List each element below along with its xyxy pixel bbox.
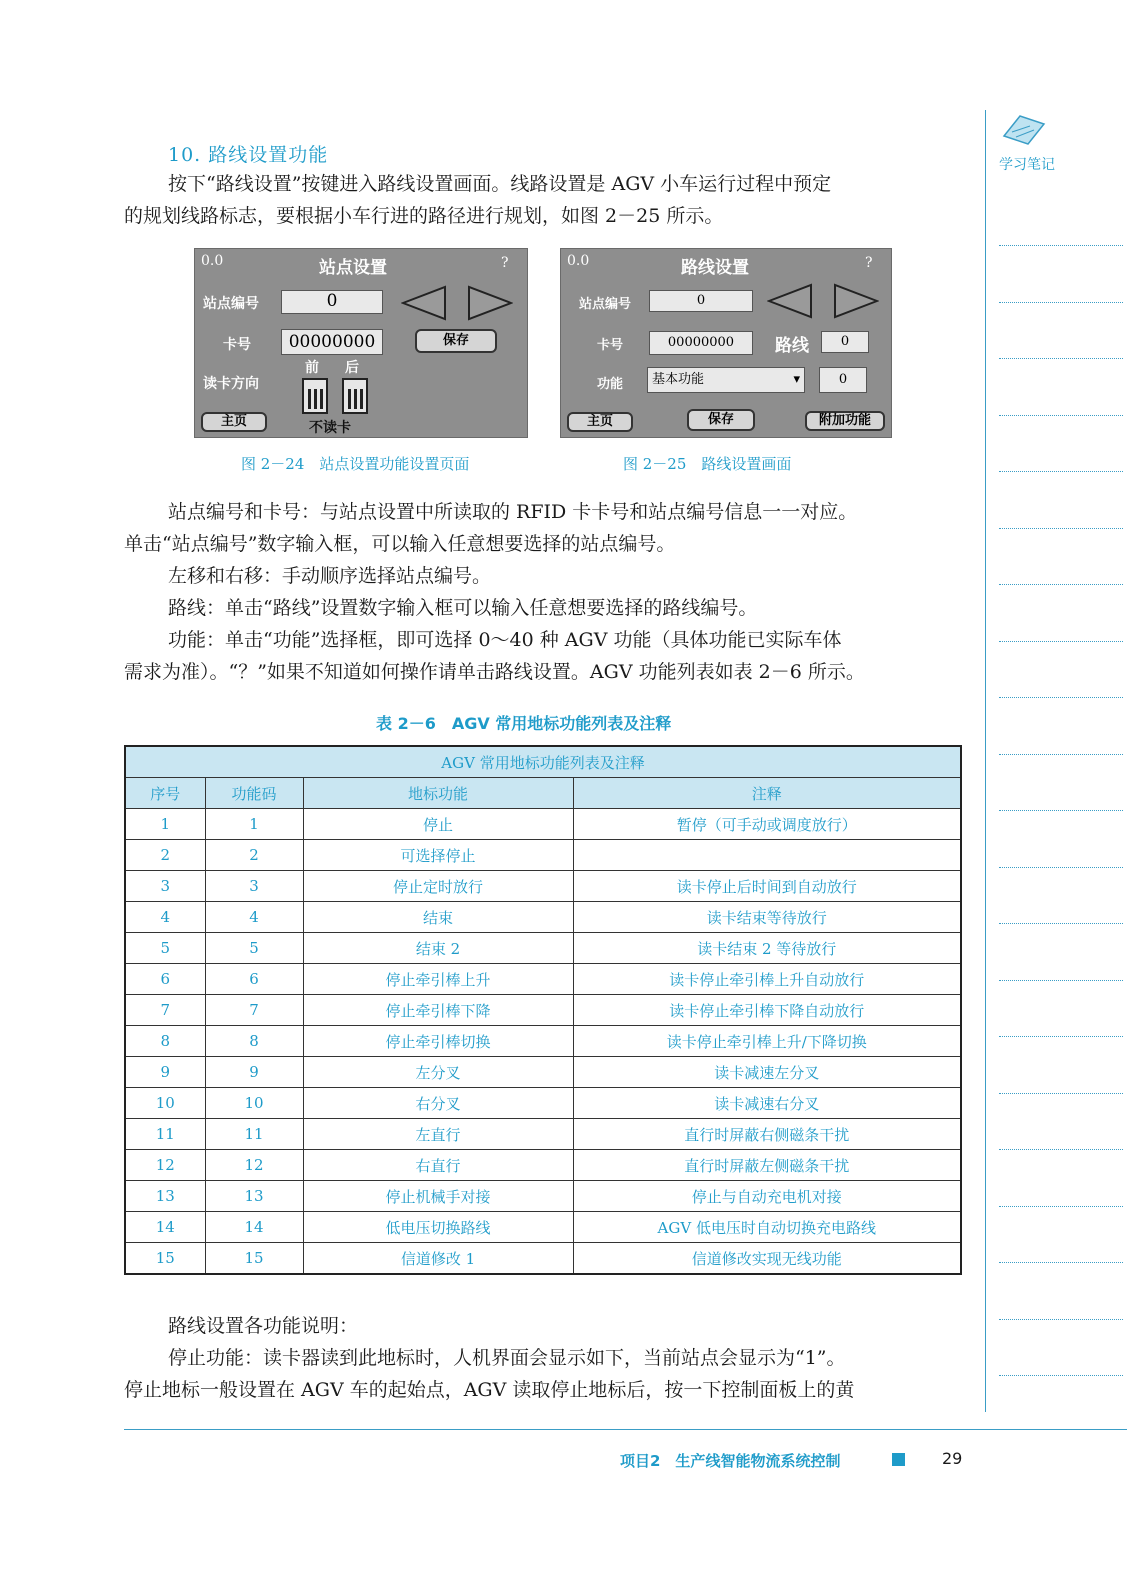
note-line bbox=[999, 1375, 1123, 1376]
table-row bbox=[125, 1026, 961, 1057]
left-right-arrows bbox=[767, 283, 879, 319]
back-label: 后 bbox=[345, 360, 359, 376]
function-label: 功能 bbox=[597, 377, 624, 392]
function-code-input[interactable]: 0 bbox=[819, 367, 867, 393]
table-title: 表 2－6 AGV 常用地标功能列表及注释 bbox=[376, 714, 672, 733]
home-button[interactable]: 主页 bbox=[567, 412, 633, 432]
cell-code: 12 bbox=[205, 1150, 303, 1181]
table-row bbox=[125, 1212, 961, 1243]
note-line bbox=[999, 1149, 1123, 1150]
cell-code: 6 bbox=[205, 964, 303, 995]
function-select[interactable] bbox=[647, 367, 805, 393]
card-label: 卡号 bbox=[597, 338, 624, 353]
note-line bbox=[999, 923, 1123, 924]
cell-function: 结束 2 bbox=[303, 933, 573, 964]
card-input[interactable]: 00000000 bbox=[281, 329, 383, 355]
cell-code: 13 bbox=[205, 1181, 303, 1212]
cell-function: 低电压切换路线 bbox=[303, 1212, 573, 1243]
text-line: 功能：单击“功能”选择框，即可选择 0～40 种 AGV 功能（具体功能已实际车体 bbox=[168, 629, 842, 651]
cell-note: 读卡结束等待放行 bbox=[573, 902, 961, 933]
cell-code: 10 bbox=[205, 1088, 303, 1119]
table-row bbox=[125, 1181, 961, 1212]
note-line bbox=[999, 471, 1123, 472]
cell-code: 7 bbox=[205, 995, 303, 1026]
cell-note: 读卡停止后时间到自动放行 bbox=[573, 871, 961, 902]
table-row bbox=[125, 902, 961, 933]
text-line: 单击“站点编号”数字输入框，可以输入任意想要选择的站点编号。 bbox=[124, 533, 676, 555]
cell-note: 直行时屏蔽右侧磁条干扰 bbox=[573, 1119, 961, 1150]
cell-index: 11 bbox=[125, 1119, 205, 1150]
cell-code: 2 bbox=[205, 840, 303, 871]
note-line bbox=[999, 415, 1123, 416]
cell-index: 9 bbox=[125, 1057, 205, 1088]
text-line: 左移和右移：手动顺序选择站点编号。 bbox=[168, 565, 492, 587]
note-line bbox=[999, 641, 1123, 642]
table-row bbox=[125, 1119, 961, 1150]
text-line: 停止地标一般设置在 AGV 车的起始点，AGV 读取停止地标后，按一下控制面板上的黄 bbox=[124, 1379, 855, 1401]
cell-function: 可选择停止 bbox=[303, 840, 573, 871]
cell-code: 5 bbox=[205, 933, 303, 964]
cell-index: 5 bbox=[125, 933, 205, 964]
note-line bbox=[999, 528, 1123, 529]
screen-title: 站点设置 bbox=[319, 258, 387, 278]
paragraph-route bbox=[124, 592, 964, 624]
notes-sidebar bbox=[985, 110, 1127, 1412]
table-row bbox=[125, 840, 961, 871]
cell-code: 4 bbox=[205, 902, 303, 933]
cell-function: 左分叉 bbox=[303, 1057, 573, 1088]
cell-function: 停止定时放行 bbox=[303, 871, 573, 902]
corner-value: 0.0 bbox=[201, 253, 224, 269]
cell-note: 停止与自动充电机对接 bbox=[573, 1181, 961, 1212]
cell-index: 10 bbox=[125, 1088, 205, 1119]
screen-title: 路线设置 bbox=[681, 258, 749, 278]
cell-code: 3 bbox=[205, 871, 303, 902]
route-label: 路线 bbox=[775, 336, 809, 356]
notebook-icon bbox=[1000, 110, 1048, 146]
figure-2-24-caption: 图 2－24 站点设置功能设置页面 bbox=[241, 455, 470, 473]
cell-function: 左直行 bbox=[303, 1119, 573, 1150]
cell-function: 停止牵引棒下降 bbox=[303, 995, 573, 1026]
cell-function: 停止机械手对接 bbox=[303, 1181, 573, 1212]
table-row bbox=[125, 995, 961, 1026]
agv-function-table bbox=[124, 745, 962, 1275]
paragraph-station-card bbox=[124, 496, 964, 560]
cell-function: 右直行 bbox=[303, 1150, 573, 1181]
station-label: 站点编号 bbox=[203, 296, 259, 312]
table-row bbox=[125, 1243, 961, 1275]
note-line bbox=[999, 245, 1123, 246]
cell-note: 读卡停止牵引棒上升自动放行 bbox=[573, 964, 961, 995]
cell-note: 信道修改实现无线功能 bbox=[573, 1243, 961, 1275]
text-line: 站点编号和卡号：与站点设置中所读取的 RFID 卡卡号和站点编号信息一一对应。 bbox=[168, 501, 858, 523]
note-line bbox=[999, 754, 1123, 755]
paragraph-left-right bbox=[124, 560, 964, 592]
cell-function: 右分叉 bbox=[303, 1088, 573, 1119]
intro-line-2: 的规划线路标志，要根据小车行进的路径进行规划，如图 2－25 所示。 bbox=[124, 205, 724, 227]
note-line bbox=[999, 697, 1123, 698]
cell-index: 1 bbox=[125, 809, 205, 840]
intro-line-1: 按下“路线设置”按键进入路线设置画面。线路设置是 AGV 小车运行过程中预定 bbox=[168, 173, 832, 195]
paragraph-function bbox=[124, 624, 964, 688]
station-input[interactable]: 0 bbox=[649, 290, 753, 312]
table-row bbox=[125, 964, 961, 995]
cell-note: 读卡停止牵引棒下降自动放行 bbox=[573, 995, 961, 1026]
table-row bbox=[125, 1088, 961, 1119]
note-line bbox=[999, 810, 1123, 811]
right-arrow-icon[interactable] bbox=[835, 285, 877, 317]
station-label: 站点编号 bbox=[579, 297, 632, 312]
function-select-value: 基本功能 bbox=[652, 372, 705, 387]
footer-square-icon bbox=[892, 1453, 905, 1466]
cell-code: 15 bbox=[205, 1243, 303, 1275]
cell-function: 停止牵引棒切换 bbox=[303, 1026, 573, 1057]
text-line: 路线：单击“路线”设置数字输入框可以输入任意想要选择的路线编号。 bbox=[168, 597, 758, 619]
note-line bbox=[999, 584, 1123, 585]
read-direction-label: 读卡方向 bbox=[203, 376, 259, 392]
cell-index: 4 bbox=[125, 902, 205, 933]
table-caption: AGV 常用地标功能列表及注释 bbox=[125, 746, 961, 778]
cell-code: 9 bbox=[205, 1057, 303, 1088]
header-function: 地标功能 bbox=[303, 778, 573, 809]
cell-code: 1 bbox=[205, 809, 303, 840]
page-number: 29 bbox=[942, 1449, 963, 1468]
card-label: 卡号 bbox=[223, 337, 251, 353]
cell-function: 信道修改 1 bbox=[303, 1243, 573, 1275]
station-input[interactable]: 0 bbox=[281, 290, 383, 314]
no-read-label: 不读卡 bbox=[309, 420, 351, 436]
right-arrow-icon[interactable] bbox=[469, 287, 511, 319]
table-row bbox=[125, 933, 961, 964]
note-line bbox=[999, 1036, 1123, 1037]
paragraph-stop-function bbox=[124, 1342, 964, 1406]
figure-2-24-station-setup bbox=[194, 248, 528, 438]
table-row bbox=[125, 809, 961, 840]
corner-value: 0.0 bbox=[567, 253, 590, 269]
footer-rule bbox=[124, 1429, 1127, 1430]
section-title: 10. 路线设置功能 bbox=[168, 144, 329, 166]
cell-index: 15 bbox=[125, 1243, 205, 1275]
cell-note: 读卡停止牵引棒上升/下降切换 bbox=[573, 1026, 961, 1057]
route-input[interactable]: 0 bbox=[821, 331, 869, 353]
note-line bbox=[999, 302, 1123, 303]
note-line bbox=[999, 358, 1123, 359]
cell-note: 直行时屏蔽左侧磁条干扰 bbox=[573, 1150, 961, 1181]
header-code: 功能码 bbox=[205, 778, 303, 809]
note-line bbox=[999, 1262, 1123, 1263]
cell-function: 结束 bbox=[303, 902, 573, 933]
note-line bbox=[999, 867, 1123, 868]
save-button[interactable]: 保存 bbox=[415, 329, 497, 353]
extra-function-button[interactable]: 附加功能 bbox=[805, 411, 885, 431]
card-input[interactable]: 00000000 bbox=[649, 331, 753, 355]
figure-2-25-caption: 图 2－25 路线设置画面 bbox=[623, 455, 792, 473]
cell-function: 停止 bbox=[303, 809, 573, 840]
cell-note: 读卡减速左分叉 bbox=[573, 1057, 961, 1088]
home-button[interactable]: 主页 bbox=[201, 412, 267, 432]
table-row bbox=[125, 1150, 961, 1181]
note-line bbox=[999, 980, 1123, 981]
cell-function: 停止牵引棒上升 bbox=[303, 964, 573, 995]
figure-2-25-route-setup bbox=[560, 248, 892, 438]
table-row bbox=[125, 1057, 961, 1088]
left-right-arrows bbox=[401, 285, 513, 321]
cell-note bbox=[573, 840, 961, 871]
cell-code: 8 bbox=[205, 1026, 303, 1057]
note-line bbox=[999, 1319, 1123, 1320]
intro-paragraph bbox=[124, 168, 964, 232]
left-arrow-icon[interactable] bbox=[403, 287, 445, 319]
cell-index: 13 bbox=[125, 1181, 205, 1212]
notes-label: 学习笔记 bbox=[999, 157, 1055, 173]
cell-note: AGV 低电压时自动切换充电路线 bbox=[573, 1212, 961, 1243]
cell-index: 2 bbox=[125, 840, 205, 871]
reader-toggle-icons[interactable] bbox=[301, 377, 371, 415]
note-line bbox=[999, 1206, 1123, 1207]
cell-note: 读卡减速右分叉 bbox=[573, 1088, 961, 1119]
header-index: 序号 bbox=[125, 778, 205, 809]
help-icon[interactable]: ? bbox=[501, 255, 509, 271]
paragraph-route-functions bbox=[124, 1310, 964, 1342]
cell-index: 6 bbox=[125, 964, 205, 995]
save-button[interactable]: 保存 bbox=[687, 409, 755, 431]
left-arrow-icon[interactable] bbox=[769, 285, 811, 317]
footer-title: 项目2 生产线智能物流系统控制 bbox=[620, 1452, 841, 1470]
cell-note: 读卡结束 2 等待放行 bbox=[573, 933, 961, 964]
header-note: 注释 bbox=[573, 778, 961, 809]
chevron-down-icon: ▾ bbox=[793, 372, 800, 387]
cell-code: 14 bbox=[205, 1212, 303, 1243]
help-icon[interactable]: ? bbox=[865, 255, 873, 271]
cell-index: 14 bbox=[125, 1212, 205, 1243]
text-line: 路线设置各功能说明： bbox=[168, 1315, 359, 1337]
table-row bbox=[125, 871, 961, 902]
cell-note: 暂停（可手动或调度放行） bbox=[573, 809, 961, 840]
text-line: 需求为准）。“？”如果不知道如何操作请单击路线设置。AGV 功能列表如表 2－6 所示。 bbox=[124, 661, 865, 683]
cell-index: 7 bbox=[125, 995, 205, 1026]
cell-index: 3 bbox=[125, 871, 205, 902]
text-line: 停止功能：读卡器读到此地标时，人机界面会显示如下，当前站点会显示为“1”。 bbox=[168, 1347, 846, 1369]
note-line bbox=[999, 1093, 1123, 1094]
cell-code: 11 bbox=[205, 1119, 303, 1150]
cell-index: 12 bbox=[125, 1150, 205, 1181]
cell-index: 8 bbox=[125, 1026, 205, 1057]
front-label: 前 bbox=[305, 360, 319, 376]
